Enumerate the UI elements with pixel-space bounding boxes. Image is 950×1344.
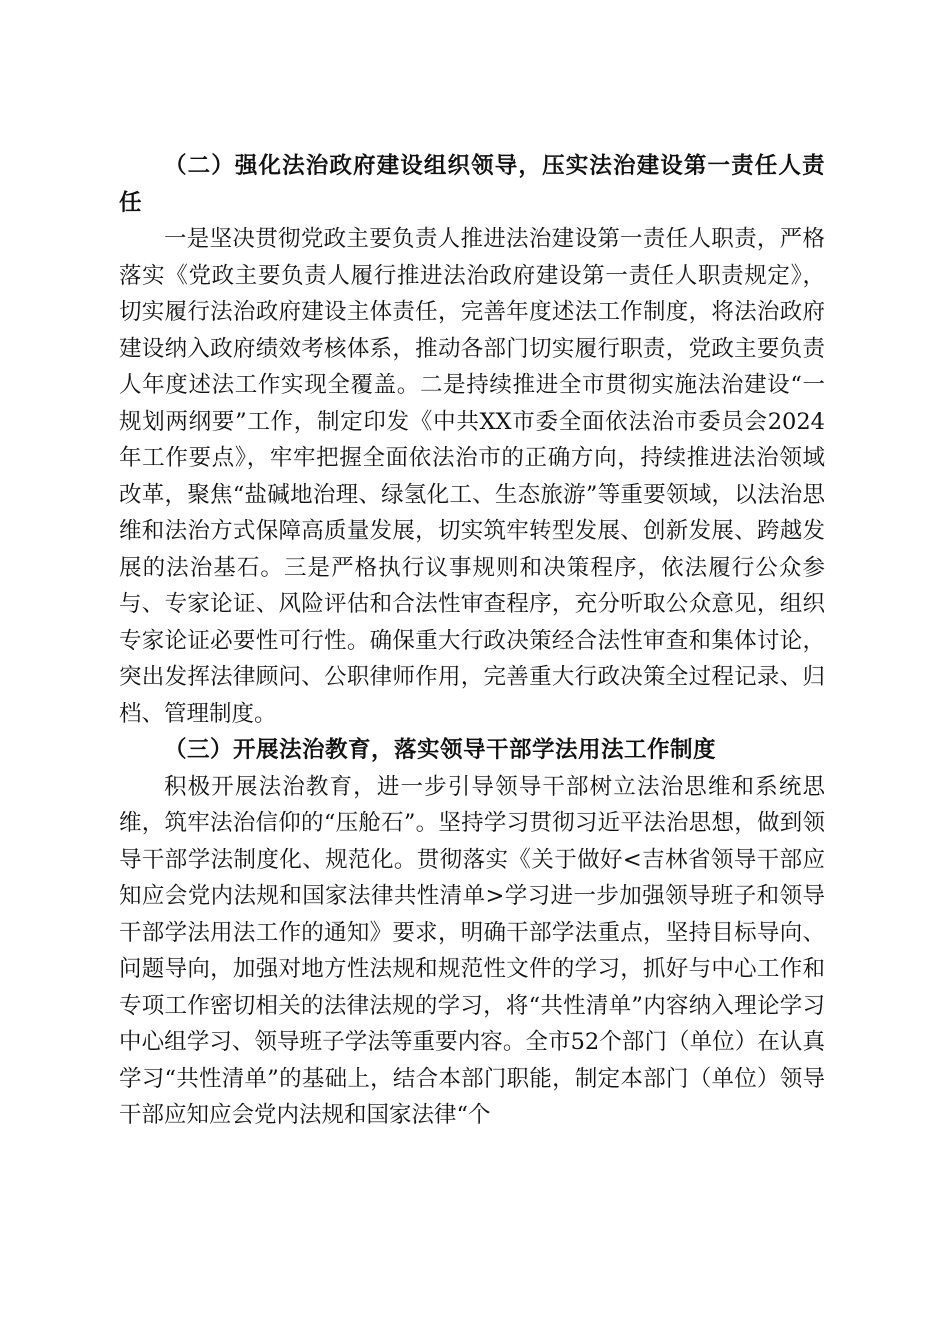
document-body — [119, 148, 825, 1134]
section-paragraph-2: 一是坚决贯彻党政主要负责人推进法治建设第一责任人职责，严格落实《党政主要负责人履行推进法治政府建设第一责任人职责规定》，切实履行法治政府建设主体责任，完善年度述法工作制度，将法治政府建设纳入政府绩效考核体系，推动各部门切实履行职责，党政主要负责人年度述法工作实现全覆盖。二是持续推进全市贯彻实施法治建设“一规划两纲要”工作，制定印发《中共XX市委全面依法治市委员会2024年工作要点》，牢牢把握全面依法治市的正确方向，持续推进法治领域改革，聚焦“盐碱地治理、绿氢化工、生态旅游”等重要领域，以法治思维和法治方式保障高质量发展，切实筑牢转型发展、创新发展、跨越发展的法治基石。三是严格执行议事规则和决策程序，依法履行公众参与、专家论证、风险评估和合法性审查程序，充分听取公众意见，组织专家论证必要性可行性。确保重大行政决策经合法性审查和集体讨论，突出发挥法律顾问、公职律师作用，完善重大行政决策全过程记录、归档、管理制度。 — [119, 226, 825, 727]
section-heading-3: （三）开展法治教育，落实领导干部学法用法工作制度 — [164, 737, 717, 763]
section-heading-2: （二）强化法治政府建设组织领导，压实法治建设第一责任人责任 — [119, 153, 825, 216]
section-paragraph-3: 积极开展法治教育，进一步引导领导干部树立法治思维和系统思维，筑牢法治信仰的“压舱石”。坚持学习贯彻习近平法治思想，做到领导干部学法制度化、规范化。贯彻落实《关于做好<吉林省领导干部应知应会党内法规和国家法律共性清单>学习进一步加强领导班子和领导干部学法用法工作的通知》要求，明确干部学法重点，坚持目标导向、问题导向，加强对地方性法规和规范性文件的学习，抓好与中心工作和专项工作密切相关的法律法规的学习，将“共性清单”内容纳入理论学习中心组学习、领导班子学法等重要内容。全市52个部门（单位）在认真学习“共性清单”的基础上，结合本部门职能，制定本部门（单位）领导干部应知应会党内法规和国家法律“个 — [119, 773, 825, 1128]
